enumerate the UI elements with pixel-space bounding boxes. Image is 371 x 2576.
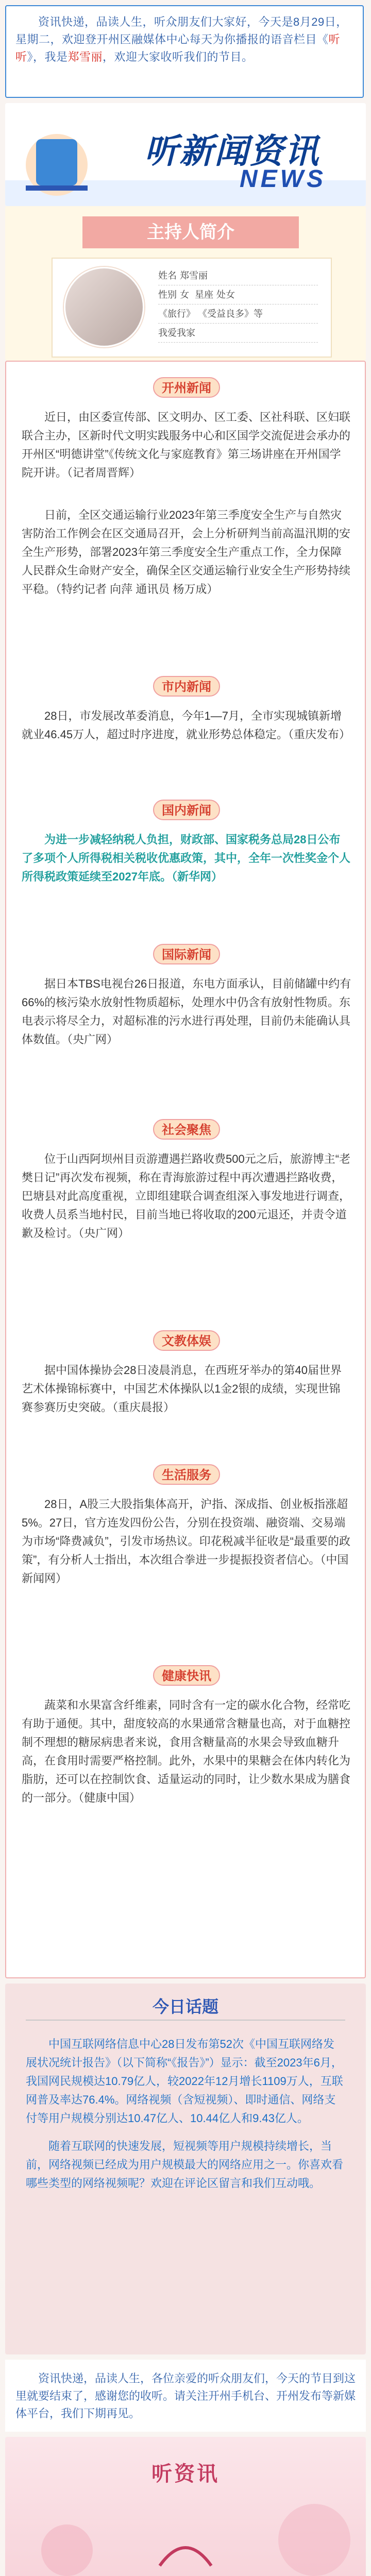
promo-image <box>5 2437 366 2576</box>
host-zodiac-label: 星座 <box>195 290 214 300</box>
promo-title: 听资讯 <box>151 2463 220 2485</box>
host-name-label: 姓名 <box>158 270 177 281</box>
section-badge: 生活服务 <box>153 1464 220 1485</box>
intro-paragraph <box>15 13 353 66</box>
host-gender-value: 女 <box>180 290 189 300</box>
host-card <box>52 258 332 358</box>
banner-image <box>5 103 366 206</box>
host-zodiac-value: 处女 <box>216 290 235 300</box>
today-title: 今日话题 <box>152 1997 218 2016</box>
microphone-icon <box>36 139 77 185</box>
section-text: 据中国体操协会28日凌晨消息，在西班牙举办的第40届世界艺术体操锦标赛中，中国艺术体操队以1金2银的成绩，实现世锦赛参赛历史突破。（重庆晨报） <box>22 1364 342 1414</box>
host-gender-label: 性别 <box>158 290 177 300</box>
host-panel <box>5 206 366 361</box>
host-row-gender <box>158 285 318 304</box>
section-badge: 文教体娱 <box>153 1330 220 1351</box>
news-panel <box>5 361 366 1978</box>
host-name-value: 郑雪丽 <box>180 270 208 281</box>
section-badge: 开州新闻 <box>153 377 220 398</box>
promo-decoration <box>5 2437 366 2576</box>
host-extra: 我爱我家 <box>158 328 195 338</box>
divider <box>26 2020 345 2021</box>
banner-subtitle: NEWS <box>240 165 326 193</box>
host-avatar <box>64 267 144 347</box>
today-text <box>26 2035 345 2202</box>
section-text-2: 日前，全区交通运输行业2023年第三季度安全生产与自然灾害防治工作例会在区交通局召开，会上分析研判当前高温汛期的安全生产形势，部署2023年第三季度安全生产重点工作，全力保障人民群众生命财产安全，确保全区交通运输行业安全生产形势持续平稳。（特约记者 向萍 通讯员 杨万成） <box>22 509 351 596</box>
section-text: 28日，A股三大股指集体高开，沪指、深成指、创业板指涨超5%。27日，官方连发四份公告，分别在投资端、融资端、交易端为市场“降费减负”，引发市场热议。印花税减半征收是“最重要的政策”，有分析人士指出，本次组合拳进一步提振投资者信心。（中国新闻网） <box>22 1498 350 1585</box>
host-info <box>158 266 318 343</box>
section-text: 据日本TBS电视台26日报道，东电方面承认，目前储罐中约有66%的核污染水放射性物质超标，处理水中仍含有放射性物质。东电表示将尽全力，对超标准的污水进行再处理，目前仍未能确认具体数值。（央广网） <box>22 977 351 1046</box>
section-badge: 市内新闻 <box>153 676 220 697</box>
section-badge: 国内新闻 <box>153 800 220 820</box>
today-paragraph-2: 随着互联网的快速发展，短视频等用户规模持续增长，当前，网络视频已经成为用户规模最大的网络应用之一。你喜欢看哪些类型的网络视频呢？欢迎在评论区留言和我们互动哦。 <box>26 2140 344 2190</box>
intro-text-2: 》，我是 <box>27 50 68 63</box>
intro-text-3: ，欢迎大家收听我们的节目。 <box>103 50 254 63</box>
section-text: 近日，由区委宣传部、区文明办、区工委、区社科联、区妇联联合主办，区新时代文明实践服务中心和区国学交流促进会承办的开州区“明德讲堂”《传统文化与家庭教育》第三场讲座在开州国学院开讲。（记者周晋辉） <box>22 411 351 479</box>
section-badge: 国际新闻 <box>153 944 220 964</box>
section-text: 28日，市发展改革委消息，今年1—7月，全市实现城镇新增就业46.45万人，超过时序进度，就业形势总体稳定。（重庆发布） <box>22 709 351 741</box>
section-highlight: 为进一步减轻纳税人负担，财政部、国家税务总局28日公布了多项个人所得税相关税收优惠政策，其中，全年一次性奖金个人所得税政策延续至2027年底。（新华网） <box>22 833 351 883</box>
host-row-works <box>158 304 318 324</box>
today-paragraph-1: 中国互联网络信息中心28日发布第52次《中国互联网络发展状况统计报告》（以下简称“《报告》”）显示：截至2023年6月，我国网民规模达10.79亿人，较2022年12月增长1109万人，互联网普及率达76.4%。网络视频（含短视频）、即时通信、网络支付等用户规模分别达10.47亿人、10.44亿人和9.43亿人。 <box>26 2038 343 2125</box>
intro-box <box>5 5 364 98</box>
host-row-extra <box>158 324 318 343</box>
host-row-name <box>158 266 318 285</box>
section-text: 蔬菜和水果富含纤维素，同时含有一定的碳水化合物，经常吃有助于通便。其中，甜度较高的水果通常含糖量也高，对于血糖控制不理想的糖尿病患者来说，食用含糖量高的水果会导致血糖升高，在食用时需要严格控制。此外，水果中的果糖会在体内转化为脂肪，还可以在控制饮食、适量运动的同时，让少数水果成为膳食的一部分。（健康中国） <box>22 1699 351 1804</box>
today-topic-panel <box>5 1984 366 2354</box>
host-role-label: 《旅行》 <box>158 309 195 319</box>
host-title-bar <box>82 216 299 248</box>
section-text <box>22 831 351 886</box>
intro-anchor: 郑雪丽 <box>68 50 103 63</box>
outro-box <box>5 2360 366 2432</box>
intro-text: 资讯快递，品读人生，听众朋友们大家好，今天是8月29日，星期二，欢迎登开州区融媒体中心每天为你播报的语音栏目《 <box>15 15 348 46</box>
banner-title: 听新闻资讯 <box>144 132 319 170</box>
outro-text: 资讯快递，品读人生，各位亲爱的听众朋友们，今天的节目到这里就要结束了，感谢您的收听。请关注开州手机台、开州发布等新媒体平台，我们下期再见。 <box>15 2372 356 2420</box>
host-section-title: 主持人简介 <box>147 223 234 242</box>
section-badge: 社会聚焦 <box>153 1119 220 1140</box>
section-text: 位于山西阿坝州目贡游遭遇拦路收费500元之后，旅游博主“老樊日记”再次发布视频，称在青海旅游过程中再次遭遇拦路收费，巴塘县对此高度重视，立即组建联合调查组深入事发地进行调查，收费人员系当地村民，目前当地已将收取的200元退还，并责令道歉及检讨。（央广网） <box>22 1153 351 1240</box>
host-role-value: 《受益良多》等 <box>198 309 263 319</box>
intro-highlight: 听听 <box>15 33 341 63</box>
section-badge: 健康快讯 <box>153 1665 220 1686</box>
flower-icon <box>160 2548 211 2566</box>
